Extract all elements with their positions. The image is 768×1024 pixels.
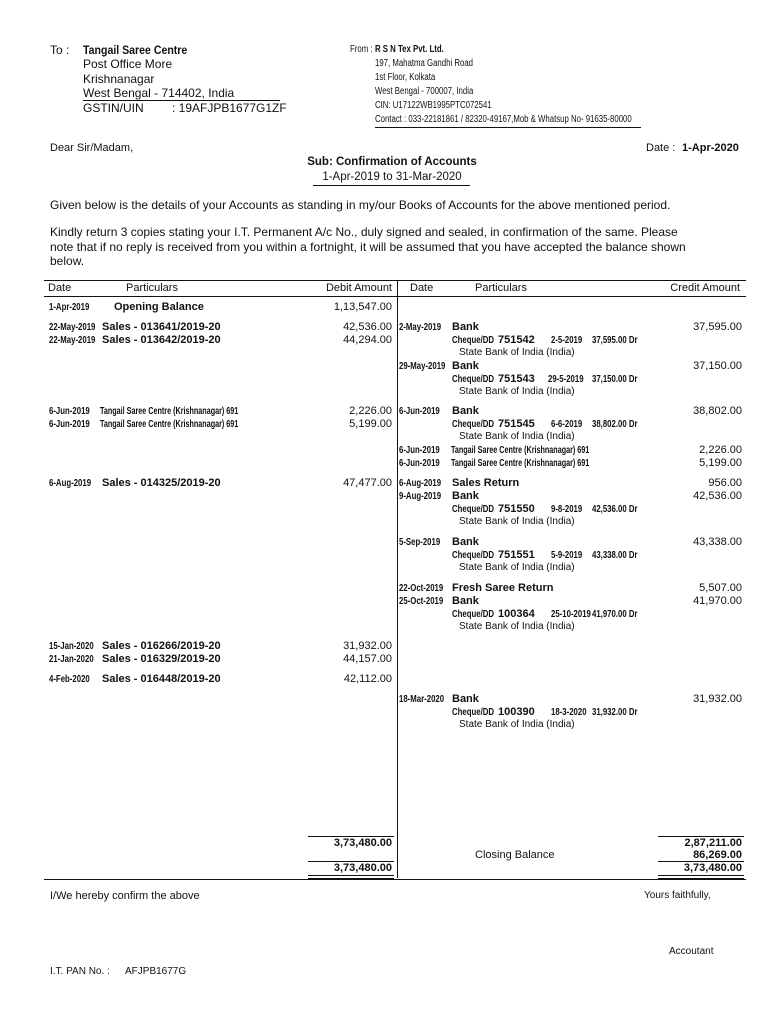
debit-date: 15-Jan-2020 bbox=[49, 641, 94, 652]
credit-amount: 38,802.00 bbox=[693, 405, 742, 417]
debit-amount: 5,199.00 bbox=[349, 418, 392, 430]
debit-particulars: Sales - 014325/2019-20 bbox=[102, 477, 221, 489]
cheque-date: 9-8-2019 bbox=[551, 504, 583, 515]
cheque-amount: 41,970.00 Dr bbox=[592, 609, 638, 620]
instruction-line-3: below. bbox=[50, 254, 85, 268]
credit-date: 2-May-2019 bbox=[399, 322, 442, 333]
cheque-date: 5-9-2019 bbox=[551, 550, 583, 561]
debit-amount: 44,157.00 bbox=[343, 653, 392, 665]
credit-subtotal: 2,87,211.00 bbox=[684, 837, 742, 849]
header-particulars-2: Particulars bbox=[475, 282, 527, 294]
debit-particulars: Tangail Saree Centre (Krishnanagar) 691 bbox=[100, 406, 239, 417]
cheque-number: 100390 bbox=[498, 706, 535, 718]
letter-date: 1-Apr-2020 bbox=[682, 142, 739, 154]
debit-date: 4-Feb-2020 bbox=[49, 674, 90, 685]
cheque-number: 751550 bbox=[498, 503, 535, 515]
to-prefix: To : bbox=[50, 43, 70, 57]
credit-date: 18-Mar-2020 bbox=[399, 694, 445, 705]
cheque-date: 25-10-2019 bbox=[551, 609, 591, 620]
debit-grand-total: 3,73,480.00 bbox=[333, 862, 392, 874]
cheque-date: 6-6-2019 bbox=[551, 419, 583, 430]
instruction-line-2: note that if no reply is received from you within a fortnight, it will be assumed that you have accepted the balance shown bbox=[50, 240, 686, 254]
bank-name: State Bank of India (India) bbox=[459, 621, 575, 632]
debit-particulars: Sales - 016266/2019-20 bbox=[102, 640, 221, 652]
credit-amount: 42,536.00 bbox=[693, 490, 742, 502]
cheque-amount: 43,338.00 Dr bbox=[592, 550, 638, 561]
debit-amount: 42,112.00 bbox=[343, 673, 392, 685]
recipient-name: Tangail Saree Centre bbox=[83, 43, 188, 57]
debit-particulars: Tangail Saree Centre (Krishnanagar) 691 bbox=[100, 419, 239, 430]
credit-particulars: Bank bbox=[452, 490, 479, 502]
debit-particulars: Opening Balance bbox=[114, 301, 204, 313]
period: 1-Apr-2019 to 31-Mar-2020 bbox=[322, 171, 462, 183]
cheque-label: Cheque/DD bbox=[452, 707, 495, 718]
bank-name: State Bank of India (India) bbox=[459, 431, 575, 442]
from-label: From : bbox=[350, 44, 373, 55]
credit-date: 6-Jun-2019 bbox=[399, 458, 440, 469]
cheque-amount: 37,150.00 Dr bbox=[592, 374, 638, 385]
credit-particulars: Bank bbox=[452, 536, 479, 548]
bank-name: State Bank of India (India) bbox=[459, 719, 575, 730]
debit-particulars: Sales - 016329/2019-20 bbox=[102, 653, 221, 665]
debit-amount: 44,294.00 bbox=[343, 334, 392, 346]
intro-paragraph: Given below is the details of your Accounts as standing in my/our Books of Accounts for the above mentioned period. bbox=[50, 198, 671, 212]
bank-name: State Bank of India (India) bbox=[459, 516, 575, 527]
closing-balance-label: Closing Balance bbox=[475, 849, 555, 861]
cheque-amount: 42,536.00 Dr bbox=[592, 504, 638, 515]
cheque-amount: 31,932.00 Dr bbox=[592, 707, 638, 718]
credit-amount: 31,932.00 bbox=[693, 693, 742, 705]
cheque-label: Cheque/DD bbox=[452, 419, 495, 430]
credit-grand-total: 3,73,480.00 bbox=[683, 862, 742, 874]
debit-amount: 2,226.00 bbox=[349, 405, 392, 417]
sender-contact: Contact : 033-22181861 / 82320-49167,Mob & Whatsup No- 91635-80000 bbox=[375, 114, 632, 125]
credit-particulars: Bank bbox=[452, 360, 479, 372]
sender-address-line-3: West Bengal - 700007, India bbox=[375, 86, 474, 97]
debit-amount: 42,536.00 bbox=[343, 321, 392, 333]
credit-particulars: Tangail Saree Centre (Krishnanagar) 691 bbox=[451, 458, 590, 469]
credit-date: 25-Oct-2019 bbox=[399, 596, 444, 607]
debit-date: 6-Jun-2019 bbox=[49, 419, 90, 430]
debit-date: 1-Apr-2019 bbox=[49, 302, 90, 313]
header-credit: Credit Amount bbox=[670, 282, 740, 294]
credit-amount: 5,507.00 bbox=[699, 582, 742, 594]
confirmation-text: I/We hereby confirm the above bbox=[50, 890, 200, 902]
credit-amount: 2,226.00 bbox=[699, 444, 742, 456]
date-label: Date : bbox=[646, 142, 676, 154]
credit-date: 29-May-2019 bbox=[399, 361, 446, 372]
credit-particulars: Tangail Saree Centre (Krishnanagar) 691 bbox=[451, 445, 590, 456]
sender-address-line-2: 1st Floor, Kolkata bbox=[375, 72, 436, 83]
pan-value: AFJPB1677G bbox=[125, 966, 187, 977]
sender-name: R S N Tex Pvt. Ltd. bbox=[375, 44, 444, 55]
cheque-date: 18-3-2020 bbox=[551, 707, 587, 718]
debit-date: 22-May-2019 bbox=[49, 335, 96, 346]
cheque-number: 100364 bbox=[498, 608, 535, 620]
gstin-label: GSTIN/UIN bbox=[83, 101, 144, 115]
bank-name: State Bank of India (India) bbox=[459, 386, 575, 397]
cheque-amount: 37,595.00 Dr bbox=[592, 335, 638, 346]
debit-particulars: Sales - 013642/2019-20 bbox=[102, 334, 221, 346]
cheque-number: 751543 bbox=[498, 373, 535, 385]
cheque-number: 751545 bbox=[498, 418, 535, 430]
cheque-number: 751551 bbox=[498, 549, 535, 561]
credit-particulars: Bank bbox=[452, 321, 479, 333]
credit-particulars: Fresh Saree Return bbox=[452, 582, 554, 594]
credit-particulars: Bank bbox=[452, 405, 479, 417]
credit-amount: 5,199.00 bbox=[699, 457, 742, 469]
debit-amount: 47,477.00 bbox=[343, 477, 392, 489]
header-date: Date bbox=[48, 282, 72, 294]
credit-amount: 41,970.00 bbox=[693, 595, 742, 607]
debit-date: 21-Jan-2020 bbox=[49, 654, 94, 665]
debit-amount: 31,932.00 bbox=[343, 640, 392, 652]
closing-balance-amount: 86,269.00 bbox=[693, 849, 742, 861]
debit-particulars: Sales - 016448/2019-20 bbox=[102, 673, 221, 685]
credit-amount: 956.00 bbox=[708, 477, 742, 489]
header-debit: Debit Amount bbox=[325, 282, 392, 294]
bank-name: State Bank of India (India) bbox=[459, 562, 575, 573]
debit-amount: 1,13,547.00 bbox=[333, 301, 392, 313]
recipient-address-line-1: Post Office More bbox=[83, 57, 173, 71]
credit-date: 6-Aug-2019 bbox=[399, 478, 442, 489]
gstin-value: : 19AFJPB1677G1ZF bbox=[172, 101, 287, 115]
credit-date: 5-Sep-2019 bbox=[399, 537, 441, 548]
credit-amount: 43,338.00 bbox=[693, 536, 742, 548]
credit-amount: 37,595.00 bbox=[693, 321, 742, 333]
credit-date: 6-Jun-2019 bbox=[399, 445, 440, 456]
header-date-2: Date bbox=[410, 282, 434, 294]
cheque-number: 751542 bbox=[498, 334, 535, 346]
credit-particulars: Bank bbox=[452, 693, 479, 705]
salutation: Dear Sir/Madam, bbox=[50, 142, 134, 154]
header-particulars: Particulars bbox=[126, 282, 178, 294]
cheque-date: 29-5-2019 bbox=[548, 374, 584, 385]
credit-particulars: Sales Return bbox=[452, 477, 520, 489]
yours-faithfully: Yours faithfully, bbox=[644, 890, 711, 901]
debit-date: 22-May-2019 bbox=[49, 322, 96, 333]
debit-date: 6-Aug-2019 bbox=[49, 478, 92, 489]
cheque-date: 2-5-2019 bbox=[551, 335, 583, 346]
signatory-title: Accoutant bbox=[669, 946, 714, 957]
credit-date: 9-Aug-2019 bbox=[399, 491, 442, 502]
credit-particulars: Bank bbox=[452, 595, 479, 607]
cheque-label: Cheque/DD bbox=[452, 504, 495, 515]
sender-cin: CIN: U17122WB1995PTC072541 bbox=[375, 100, 492, 111]
cheque-label: Cheque/DD bbox=[452, 335, 495, 346]
debit-date: 6-Jun-2019 bbox=[49, 406, 90, 417]
instruction-line-1: Kindly return 3 copies stating your I.T. Permanent A/c No., duly signed and sealed, in confirmation of the same. Please bbox=[50, 225, 678, 239]
recipient-address-line-2: Krishnanagar bbox=[83, 72, 155, 86]
debit-particulars: Sales - 013641/2019-20 bbox=[102, 321, 221, 333]
sender-address-line-1: 197, Mahatma Gandhi Road bbox=[375, 58, 473, 69]
bank-name: State Bank of India (India) bbox=[459, 347, 575, 358]
credit-date: 6-Jun-2019 bbox=[399, 406, 440, 417]
cheque-amount: 38,802.00 Dr bbox=[592, 419, 638, 430]
cheque-label: Cheque/DD bbox=[452, 374, 495, 385]
credit-date: 22-Oct-2019 bbox=[399, 583, 444, 594]
subject: Sub: Confirmation of Accounts bbox=[307, 156, 477, 168]
debit-subtotal: 3,73,480.00 bbox=[333, 837, 392, 849]
credit-amount: 37,150.00 bbox=[693, 360, 742, 372]
pan-label: I.T. PAN No. : bbox=[50, 966, 110, 977]
cheque-label: Cheque/DD bbox=[452, 550, 495, 561]
recipient-address-line-3: West Bengal - 714402, India bbox=[83, 86, 235, 100]
cheque-label: Cheque/DD bbox=[452, 609, 495, 620]
